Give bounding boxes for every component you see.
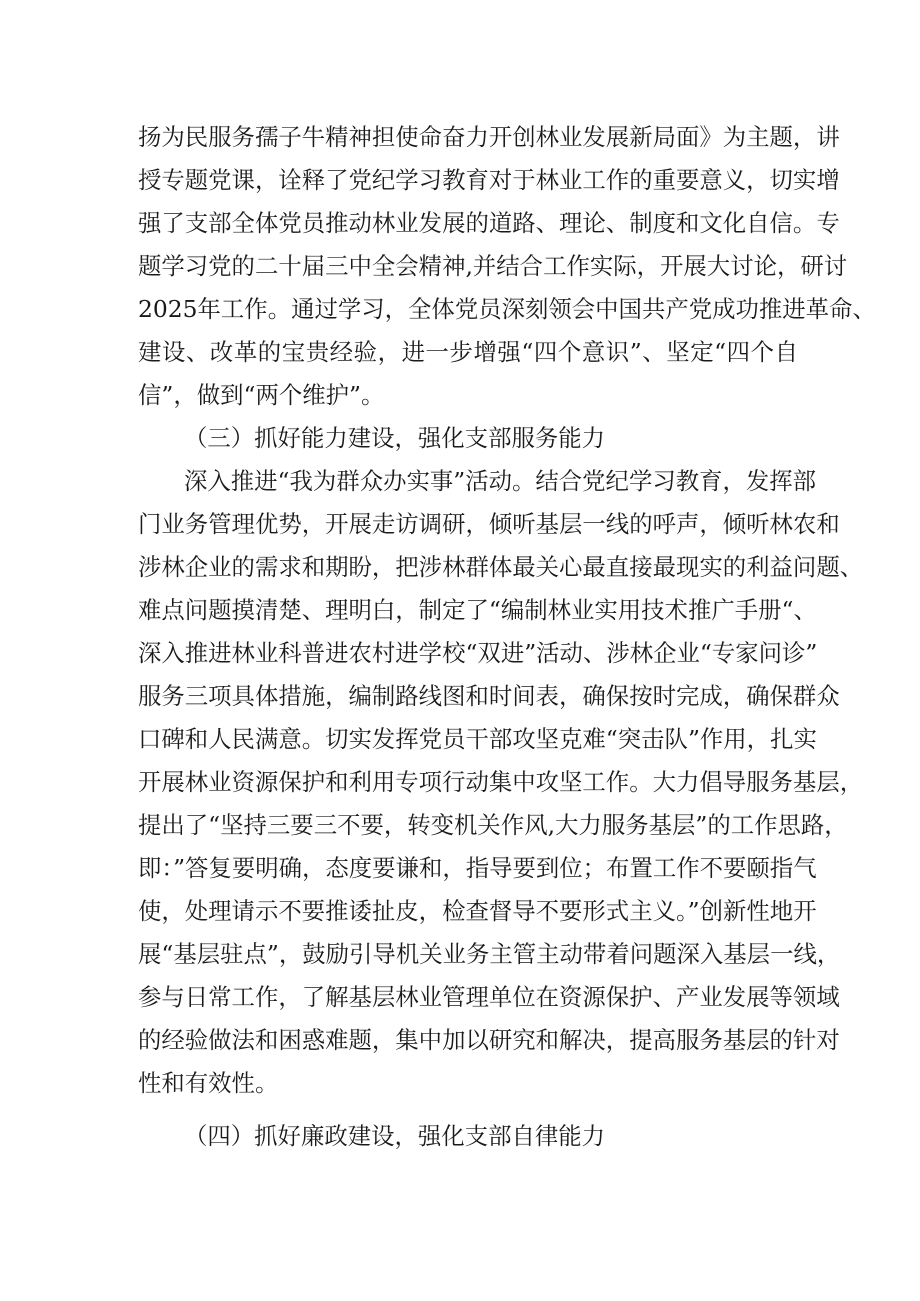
paragraph-line: 性和有效性。 [138,1069,279,1097]
paragraph-line: 即：”答复要明确，态度要谦和，指导要到位；布置工作不要颐指气 [138,854,817,882]
paragraph-line: 强了支部全体党员推动林业发展的道路、理论、制度和文化自信。专 [138,209,840,237]
paragraph-line: 涉林企业的需求和期盼，把涉林群体最关心最直接最现实的利益问题、 [138,553,864,581]
section-heading: （三）抓好能力建设，强化支部服务能力 [184,424,606,452]
paragraph-line: 开展林业资源保护和利用专项行动集中攻坚工作。大力倡导服务基层， [138,768,864,796]
paragraph-line: 使，处理请示不要推诿扯皮，检查督导不要形式主义。”创新性地开 [138,897,817,925]
paragraph-line: 参与日常工作，了解基层林业管理单位在资源保护、产业发展等领域 [138,983,840,1011]
section-heading: （四）抓好廉政建设，强化支部自律能力 [184,1122,606,1150]
paragraph-line: 门业务管理优势，开展走访调研，倾听基层一线的呼声，倾听林农和 [138,510,840,538]
paragraph-line: 信”，做到“两个维护”。 [138,381,385,409]
paragraph-line: 提出了“坚持三要三不要，转变机关作风,大力服务基层”的工作思路， [138,811,848,839]
paragraph-line: 授专题党课，诠释了党纪学习教育对于林业工作的重要意义，切实增 [138,166,840,194]
paragraph-line: 口碑和人民满意。切实发挥党员干部攻坚克难“突击队”作用，扎实 [138,725,817,753]
paragraph-line: 的经验做法和困惑难题，集中加以研究和解决，提高服务基层的针对 [138,1026,840,1054]
paragraph-line: 难点问题摸清楚、理明白，制定了“编制林业实用技术推广手册“、 [138,596,817,624]
paragraph-line: 扬为民服务孺子牛精神担使命奋力开创林业发展新局面》为主题，讲 [138,123,840,151]
paragraph-line: 建设、改革的宝贵经验，进一步增强“四个意识”、坚定“四个自 [138,338,798,366]
paragraph-line: 题学习党的二十届三中全会精神,并结合工作实际，开展大讨论，研讨 [138,252,848,280]
paragraph-line: 深入推进林业科普进农村进学校“双进”活动、涉林企业“专家问诊” [138,639,818,667]
paragraph-line: 展“基层驻点”，鼓励引导机关业务主管主动带着问题深入基层一线， [138,940,841,968]
paragraph-line: 2025年工作。通过学习，全体党员深刻领会中国共产党成功推进革命、 [138,295,876,323]
paragraph-line: 深入推进“我为群众办实事”活动。结合党纪学习教育，发挥部 [184,467,817,495]
paragraph-line: 服务三项具体措施，编制路线图和时间表，确保按时完成，确保群众 [138,682,840,710]
